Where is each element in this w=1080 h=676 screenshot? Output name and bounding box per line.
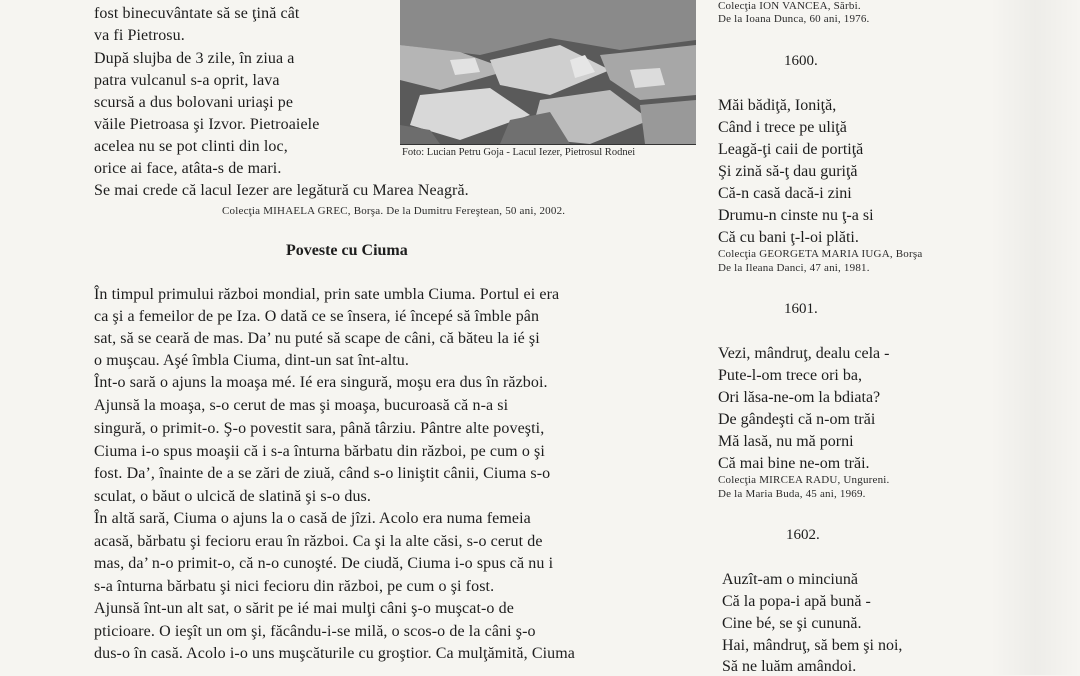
source-credit: De la Ileana Danci, 47 ani, 1981. [718, 262, 870, 274]
poem-line: Că la popa-i apă bună - [722, 593, 871, 610]
poem-line: De gândeşti că n-om trăi [718, 411, 876, 428]
text-line: orice ai face, atâta-s de mari. [94, 160, 282, 177]
story-line: mas, da’ n-o primit-o, că n-o cunoşté. De ciudă, Ciuma i-o spus că nu i [94, 555, 554, 572]
story-line: pticioare. O ieşît un om şi, făcându-i-se milă, o scos-o de la câni ş-o [94, 623, 536, 640]
poem-line: Vezi, mândruţ, dealu cela - [718, 345, 890, 362]
poem-line: Mă lasă, nu mă porni [718, 433, 854, 450]
story-line: Ajunsă la moaşa, s-o cerut de mas şi moaşa, bucuroasă că n-a si [94, 397, 509, 414]
photo-caption: Foto: Lucian Petru Goja - Lacul Iezer, Pietrosul Rodnei [402, 147, 636, 158]
poem-number: 1600. [784, 53, 818, 69]
text-line: scursă a dus bolovani uriaşi pe [94, 94, 294, 111]
poem-line: Cine bé, se şi cunună. [722, 615, 862, 632]
story-line: Înt-o sară o ajuns la moaşa mé. Ié era singură, moşu era dus în război. [94, 374, 548, 391]
story-line: o muşcau. Aşé îmbla Ciuma, dint-un sat înt-altu. [94, 352, 409, 369]
text-line: Se mai crede că lacul Iezer are legătură cu Marea Neagră. [94, 182, 469, 199]
story-line: ca şi a femeilor de pe Iza. O dată ce se însera, ié începé să îmble pân [94, 308, 540, 325]
poem-line: Hai, mândruţ, să bem şi noi, [722, 637, 903, 654]
story-line: s-a înturna bărbatu şi nici fecioru din război, pe cum o şi fost. [94, 578, 495, 595]
source-credit: Colecţia ION VANCEA, Sărbi. [718, 0, 861, 12]
landscape-photo [400, 0, 696, 145]
poem-line: Şi zină să-ţ dau guriţă [718, 163, 858, 180]
text-line: văile Pietroasa şi Izvor. Pietroaiele [94, 116, 320, 133]
poem-line: Drumu-n cinste nu ţ-a si [718, 207, 874, 224]
poem-line: Să ne luăm amândoi. [722, 658, 857, 675]
text-line: acelea nu se pot clinti din loc, [94, 138, 288, 155]
source-credit: De la Maria Buda, 45 ani, 1969. [718, 488, 866, 500]
poem-line: Că-n casă dacă-i zini [718, 185, 852, 202]
text-line: va fi Pietrosu. [94, 27, 185, 44]
story-title: Poveste cu Ciuma [286, 242, 408, 259]
poem-line: Când i trece pe uliţă [718, 119, 847, 136]
poem-line: Leagă-ţi caii de portiţă [718, 141, 864, 158]
poem-number: 1601. [784, 301, 818, 317]
story-line: Ajunsă înt-un alt sat, o sărit pe ié mai mulţi câni ş-o muşcat-o de [94, 600, 514, 617]
poem-number: 1602. [786, 527, 820, 543]
poem-line: Măi bădiţă, Ioniţă, [718, 97, 837, 114]
story-line: În altă sară, Ciuma o ajuns la o casă de jîzi. Acolo era numa femeia [94, 510, 531, 527]
text-line: După slujba de 3 zile, în ziua a [94, 50, 295, 67]
poem-line: Ori lăsa-ne-om la bdiata? [718, 389, 881, 406]
story-line: fost. Da’, înainte de a se zări de ziuă, când s-o liniştit cânii, Ciuma s-o [94, 465, 551, 482]
source-credit: Colecţia GEORGETA MARIA IUGA, Borşa [718, 248, 923, 260]
story-line: dus-o în casă. Acolo i-o uns muşcăturile cu groştior. Ca mulţămită, Ciuma [94, 645, 575, 662]
story-line: acasă, bărbatu şi fecioru erau în război. Ca şi la alte căsi, s-o cerut de [94, 533, 543, 550]
poem-line: Auzît-am o minciună [722, 571, 858, 588]
poem-line: Că cu bani ţ-l-oi plăti. [718, 229, 859, 246]
story-line: Ciuma i-o spus moaşii că i s-a înturna bărbatu din război, pe cum o şi [94, 443, 545, 460]
source-credit: Colecţia MIHAELA GREC, Borşa. De la Dumitru Fereştean, 50 ani, 2002. [222, 205, 566, 217]
text-line: fost binecuvântate să se ţină cât [94, 5, 300, 22]
source-credit: De la Ioana Dunca, 60 ani, 1976. [718, 13, 870, 25]
source-credit: Colecţia MIRCEA RADU, Ungureni. [718, 474, 890, 486]
scan-shadow [990, 0, 1080, 675]
poem-line: Pute-l-om trece ori ba, [718, 367, 862, 384]
poem-line: Că mai bine ne-om trăi. [718, 455, 870, 472]
story-line: sat, să se ceară de mas. Da’ nu puté să scape de câni, că băteu la ié şi [94, 330, 540, 347]
story-line: În timpul primului război mondial, prin sate umbla Ciuma. Portul ei era [94, 286, 560, 303]
text-line: patra vulcanul s-a oprit, lava [94, 72, 280, 89]
story-line: sculat, o băut o ulcică de slatină şi s-o dus. [94, 488, 371, 505]
story-line: singură, o primit-o. Ş-o povestit sara, până târziu. Pântre alte poveşti, [94, 420, 545, 437]
